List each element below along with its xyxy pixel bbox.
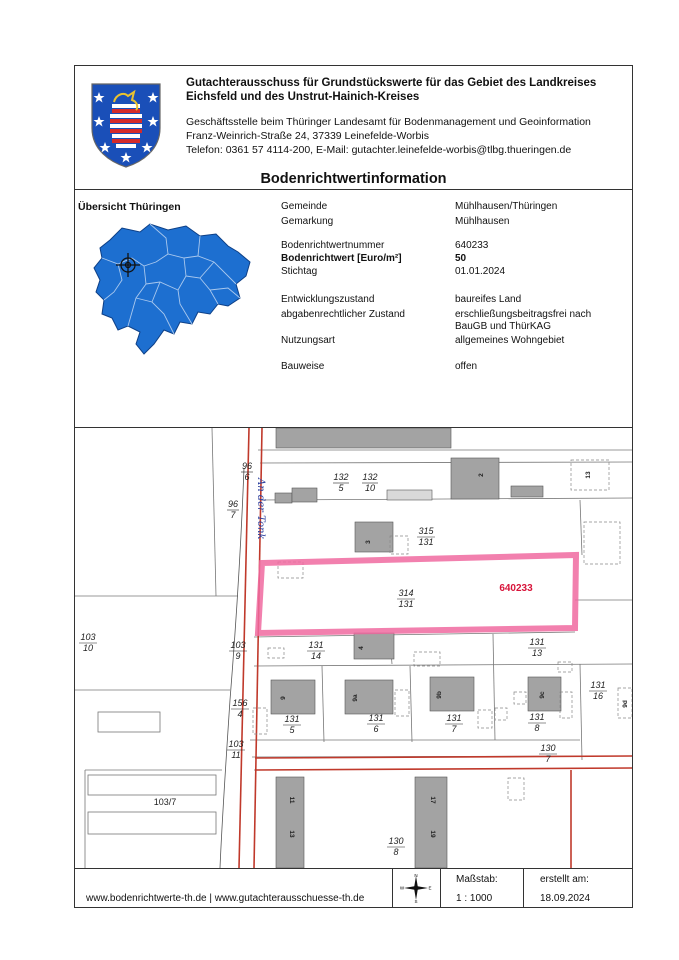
svg-text:W: W [400,885,405,891]
svg-text:96: 96 [227,499,239,509]
svg-text:131: 131 [529,712,545,722]
entwicklung-value: baureifes Land [455,294,522,305]
created-value: 18.09.2024 [540,893,591,904]
thuringia-crest-icon [90,82,162,168]
house-number: 4 [358,646,365,650]
org-name-line2: Eichsfeld und des Unstrut-Hainich-Kreises [186,91,420,103]
house-number: 3 [365,540,372,544]
svg-text:130: 130 [388,836,404,846]
abgaben-value-line2: BauGB und ThürKAG [455,321,551,332]
bauweise-value: offen [455,361,478,372]
svg-text:132: 132 [362,472,378,482]
gemarkung-label: Gemarkung [281,216,334,227]
gemarkung-value: Mühlhausen [455,216,510,227]
svg-text:96: 96 [241,461,253,471]
svg-text:8: 8 [393,847,399,857]
house-number: 17 [429,796,436,804]
brw-number-label: Bodenrichtwertnummer [281,240,385,251]
svg-text:156: 156 [232,698,248,708]
brw-value: 50 [455,253,467,264]
contact-line: Telefon: 0361 57 4114-200, E-Mail: gutachter.leinefelde-worbis@tlbg.thueringen.de [186,144,572,156]
house-number: 11 [288,796,295,804]
page-title: Bodenrichtwertinformation [260,171,447,187]
svg-text:11: 11 [231,750,241,760]
cadastral-map [75,428,632,868]
brw-number-value: 640233 [455,240,489,251]
parcel-label [528,637,546,658]
gemeinde-label: Gemeinde [281,201,328,212]
compass-icon [400,872,432,904]
svg-text:S: S [414,899,418,904]
svg-text:4: 4 [237,709,243,719]
brw-zone-boundary [258,555,576,633]
overview-title: Übersicht Thüringen [78,201,181,213]
svg-text:315: 315 [418,526,434,536]
house-number: 13 [585,471,592,479]
thuringia-overview-map [88,218,258,358]
footer-links[interactable]: www.bodenrichtwerte-th.de | www.gutachterausschuesse-th.de [86,893,365,904]
parcel-label [333,472,349,493]
parcel-label [362,472,378,493]
svg-text:6: 6 [373,724,379,734]
svg-text:5: 5 [338,483,344,493]
divider-map [74,868,633,869]
svg-text:131: 131 [284,714,300,724]
svg-text:131: 131 [529,637,545,647]
svg-text:10: 10 [82,643,94,653]
parcel-label [307,640,325,661]
house-number: 9a [352,694,359,702]
parcel-label [417,526,435,547]
svg-text:103: 103 [228,739,244,749]
street-name: An der Tonk [255,478,266,540]
svg-text:5: 5 [289,725,295,735]
svg-text:E: E [428,885,432,891]
svg-text:14: 14 [310,651,322,661]
svg-text:9: 9 [235,651,241,661]
svg-text:314: 314 [398,588,414,598]
parcel-label [528,712,546,733]
footer-divider [523,868,524,908]
svg-text:10: 10 [364,483,376,493]
divider-header [74,189,633,190]
parcel-label [79,632,97,653]
org-name-line1: Gutachterausschuss für Grundstückswerte für das Gebiet des Landkreises [186,77,597,89]
parcel-label [397,588,415,609]
footer-divider [440,868,441,908]
nutzung-value: allgemeines Wohngebiet [455,335,565,346]
house-number: 19 [429,830,436,838]
house-number: 2 [478,473,485,477]
brw-value-label: Bodenrichtwert [Euro/m²] [281,253,402,264]
house-number: 9c [539,691,546,699]
svg-text:131: 131 [308,640,324,650]
parcel-label [227,499,239,520]
svg-text:130: 130 [540,743,556,753]
svg-text:8: 8 [534,723,540,733]
parcel-label [367,713,385,734]
stichtag-value: 01.01.2024 [455,266,506,277]
brw-zone-number: 640233 [499,583,533,594]
svg-text:103: 103 [230,640,246,650]
svg-text:7: 7 [545,754,551,764]
svg-text:103: 103 [80,632,96,642]
svg-text:7: 7 [230,510,236,520]
house-number: 13 [288,830,295,838]
abgaben-value-line1: erschließungsbeitragsfrei nach [455,309,592,320]
house-number: 9b [436,691,443,699]
svg-text:131: 131 [590,680,606,690]
svg-text:N: N [414,873,418,878]
house-number: 9d [622,700,629,708]
thuringia-state-shape [94,224,250,354]
parcel-label [387,836,405,857]
house-number: 9 [280,696,287,700]
entwicklung-label: Entwicklungszustand [281,294,375,305]
stichtag-label: Stichtag [281,266,318,277]
footer-divider [392,868,393,908]
nutzung-label: Nutzungsart [281,335,335,346]
created-label: erstellt am: [540,874,589,885]
parcel-label [231,698,249,719]
svg-text:6: 6 [244,472,250,482]
parcel-label [283,714,301,735]
office-line: Geschäftsstelle beim Thüringer Landesamt für Bodenmanagement und Geoinformation [186,116,591,128]
svg-text:16: 16 [592,691,604,701]
scale-value: 1 : 1000 [456,893,493,904]
bauweise-label: Bauweise [281,361,325,372]
svg-text:131: 131 [418,537,434,547]
svg-text:13: 13 [531,648,543,658]
abgaben-label: abgabenrechtlicher Zustand [281,309,405,320]
parcel-label [589,680,607,701]
svg-text:131: 131 [446,713,462,723]
parcel-label: 103/7 [153,797,177,807]
parcel-label [445,713,463,734]
svg-text:7: 7 [451,724,457,734]
address-line: Franz-Weinrich-Straße 24, 37339 Leinefelde-Worbis [186,130,429,142]
gemeinde-value: Mühlhausen/Thüringen [455,201,558,212]
parcel-label [539,743,557,764]
svg-text:132: 132 [333,472,349,482]
scale-label: Maßstab: [456,874,498,885]
parcel-label [241,461,253,482]
svg-text:131: 131 [368,713,384,723]
svg-text:131: 131 [398,599,414,609]
